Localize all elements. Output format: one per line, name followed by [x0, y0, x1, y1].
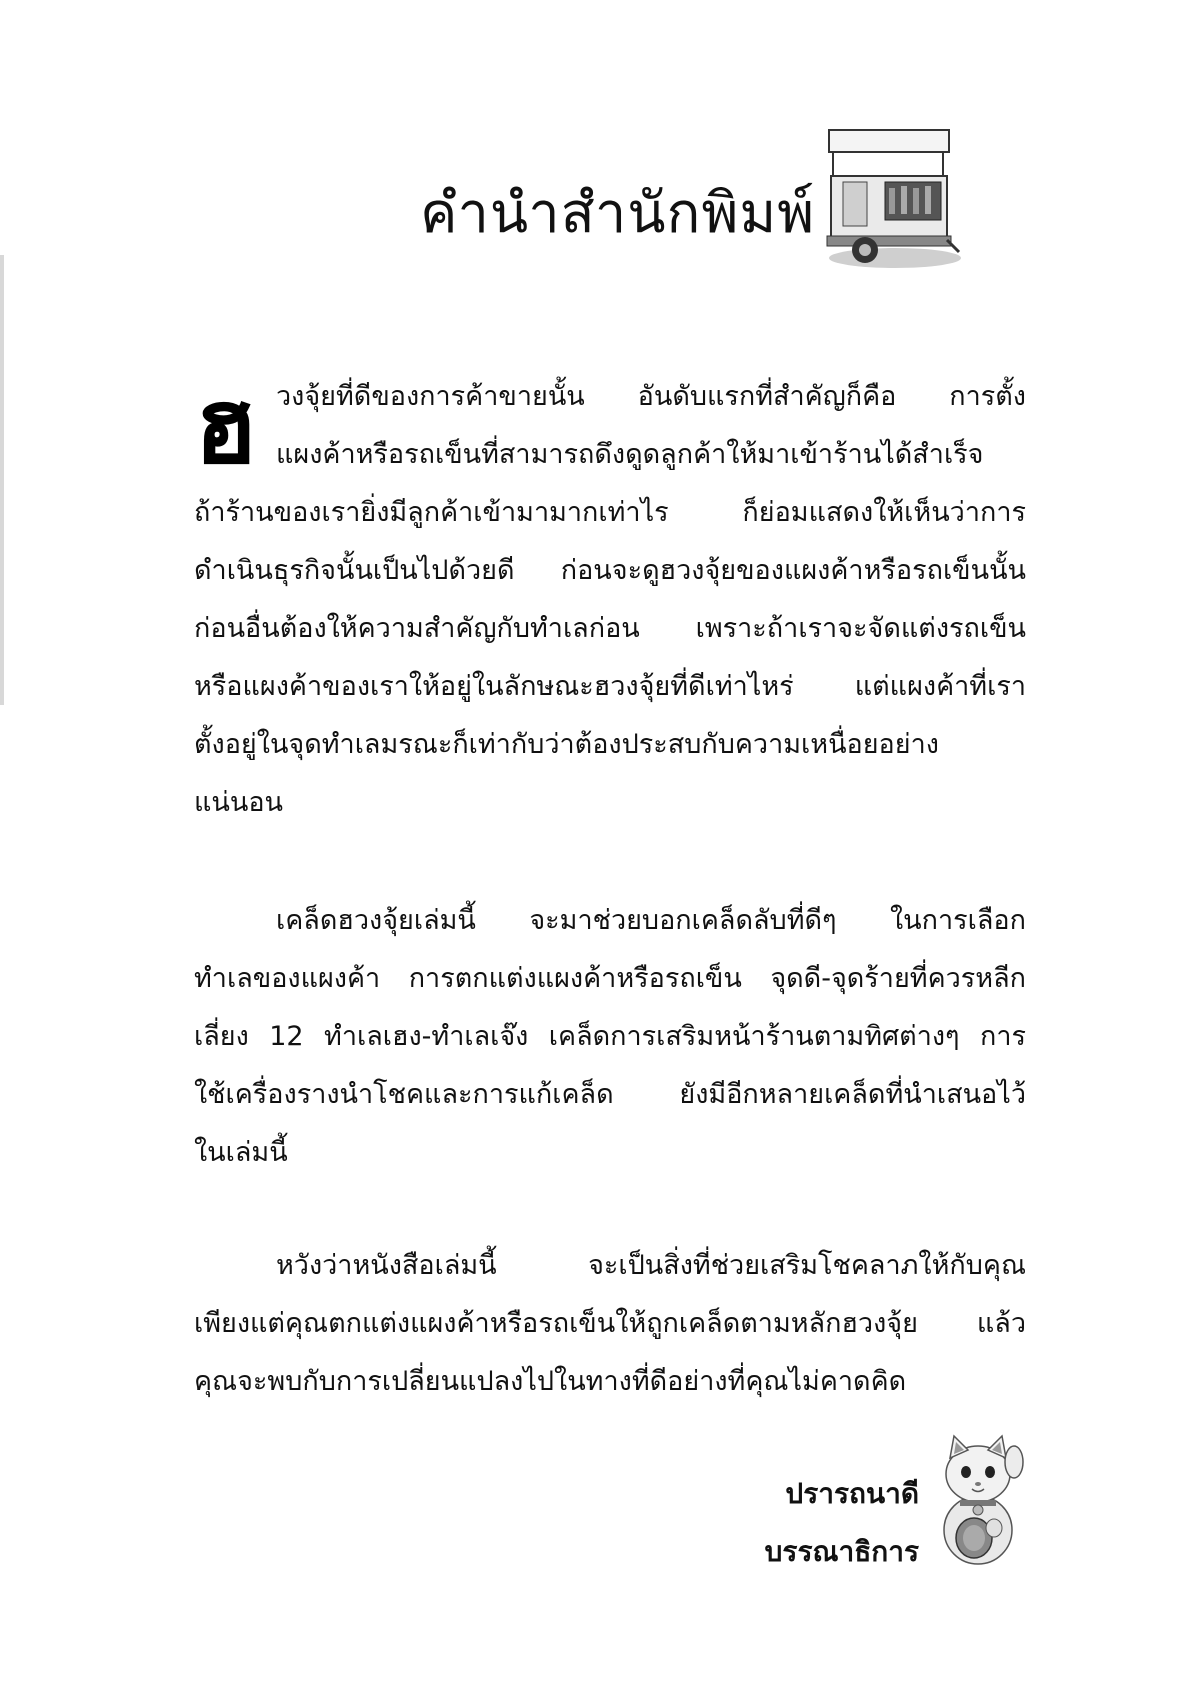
paragraph-book-contents [194, 892, 1026, 1182]
signature-author: บรรณาธิการ [764, 1535, 919, 1568]
paragraph-line: วงจุ้ยที่ดีของการค้าขายนั้น อันดับแรกที่สำคัญก็คือ การตั้ง [276, 381, 1026, 412]
paragraph-line: ถ้าร้านของเรายิ่งมีลูกค้าเข้ามามากเท่าไร ก็ย่อมแสดงให้เห็นว่าการ [194, 497, 1026, 528]
paragraph-line: หรือแผงค้าของเราให้อยู่ในลักษณะฮวงจุ้ยที่ดีเท่าไหร่ แต่แผงค้าที่เรา [194, 671, 1026, 702]
paragraph-line: เคล็ดฮวงจุ้ยเล่มนี้ จะมาช่วยบอกเคล็ดลับที่ดีๆ ในการเลือก [276, 905, 1026, 936]
paragraph-line: ดำเนินธุรกิจนั้นเป็นไปด้วยดี ก่อนจะดูฮวงจุ้ยของแผงค้าหรือรถเข็นนั้น [194, 555, 1026, 586]
paragraph-closing [194, 1237, 1026, 1411]
lucky-cat-illustration [928, 1432, 1028, 1567]
food-cart-illustration [825, 128, 965, 278]
paragraph-intro [194, 364, 1026, 832]
paragraph-line: ทำเลของแผงค้า การตกแต่งแผงค้าหรือรถเข็น จุดดี-จุดร้ายที่ควรหลีก [194, 963, 1026, 994]
paragraph-line: เพียงแต่คุณตกแต่งแผงค้าหรือรถเข็นให้ถูกเคล็ดตามหลักฮวงจุ้ย แล้ว [194, 1308, 1026, 1339]
paragraph-line: แน่นอน [194, 787, 283, 818]
paragraph-line: ใช้เครื่องรางนำโชคและการแก้เคล็ด ยังมีอีกหลายเคล็ดที่นำเสนอไว้ [194, 1079, 1026, 1110]
paragraph-line: แผงค้าหรือรถเข็นที่สามารถดึงดูดลูกค้าให้มาเข้าร้านได้สำเร็จ [276, 439, 984, 470]
paragraph-line: หวังว่าหนังสือเล่มนี้ จะเป็นสิ่งที่ช่วยเสริมโชคลาภให้กับคุณ [276, 1250, 1026, 1281]
paragraph-line: คุณจะพบกับการเปลี่ยนแปลงไปในทางที่ดีอย่างที่คุณไม่คาดคิด [194, 1366, 907, 1397]
paragraph-line: ตั้งอยู่ในจุดทำเลมรณะก็เท่ากับว่าต้องประสบกับความเหนื่อยอย่าง [194, 729, 939, 760]
page-edge-line [0, 255, 4, 705]
page-title: คำนำสำนักพิมพ์ [420, 181, 816, 246]
paragraph-line: เลี่ยง 12 ทำเลเฮง-ทำเลเจ๊ง เคล็ดการเสริมหน้าร้านตามทิศต่างๆ การ [194, 1021, 1026, 1052]
paragraph-line: ก่อนอื่นต้องให้ความสำคัญกับทำเลก่อน เพราะถ้าเราจะจัดแต่งรถเข็น [194, 613, 1026, 644]
paragraph-line: ในเล่มนี้ [194, 1137, 288, 1168]
signature-closing: ปรารถนาดี [785, 1477, 919, 1510]
drop-cap-letter: ฮ [194, 364, 258, 487]
